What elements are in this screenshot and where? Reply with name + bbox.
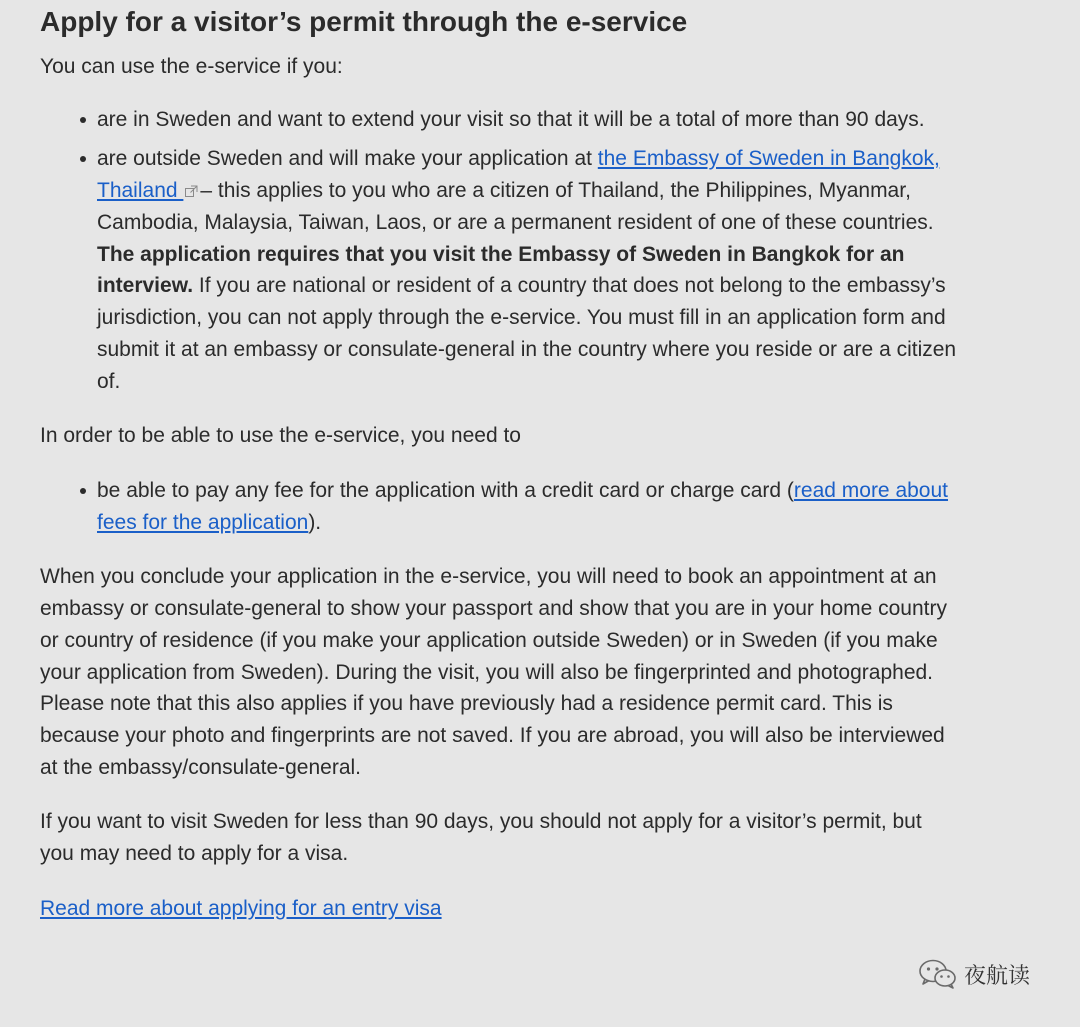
embassy-link-label: the Embassy of Sweden in Bangkok, Thailand: [97, 146, 940, 202]
condition-text: – this applies to you who are a citizen of Thailand, the Philippines, Myanmar, Cambodia, Malaysia, Taiwan, Laos, or are a permanent resident of one of these countries.: [97, 178, 934, 234]
interview-requirement: The application requires that you visit the Embassy of Sweden in Bangkok for an interview.: [97, 242, 905, 298]
requirements-intro: In order to be able to use the e-service, you need to: [40, 424, 521, 448]
entry-visa-link[interactable]: Read more about applying for an entry visa: [40, 896, 442, 920]
watermark: [918, 958, 1030, 990]
watermark-text: 夜航读: [964, 963, 1031, 989]
wechat-icon: [918, 958, 958, 990]
list-item: [97, 143, 960, 398]
article-content: [40, 0, 960, 925]
list-item: [97, 475, 960, 539]
page-title: Apply for a visitor’s permit through the e-service: [40, 6, 688, 37]
requirement-text: be able to pay any fee for the application with a credit card or charge card (: [97, 478, 794, 502]
list-item: are in Sweden and want to extend your visit so that it will be a total of more than 90 days.: [97, 104, 960, 136]
requirement-text: ).: [308, 510, 322, 534]
condition-text: are outside Sweden and will make your application at: [97, 146, 598, 170]
conclusion-paragraph: When you conclude your application in the e-service, you will need to book an appointment at an embassy or consulate-general to show your passport and show that you are in your home country or country of residence (if you make your application outside Sweden) or in Sweden (if you make your application from Sweden). During the visit, you will also be fingerprinted and photographed. Please note that this also applies if you have previously had a residence permit card. This is because your photo and fingerprints are not saved. If you are abroad, you will also be interviewed at the embassy/consulate-general.: [40, 564, 947, 780]
external-link-icon: [185, 185, 198, 197]
conditions-list: [40, 104, 960, 398]
fees-link[interactable]: read more about fees for the application: [97, 478, 949, 534]
visa-link-row: [40, 893, 960, 925]
condition-text: If you are national or resident of a country that does not belong to the embassy’s jurisdiction, you can not apply through the e-service. You must fill in an application form and submit it at an embassy or consulate-general in the country where you reside or are a citizen of.: [97, 274, 957, 394]
visa-paragraph: If you want to visit Sweden for less than 90 days, you should not apply for a visitor’s permit, but you may need to apply for a visa.: [40, 810, 922, 866]
requirements-list: [40, 475, 960, 539]
intro-text: You can use the e-service if you:: [40, 55, 343, 78]
